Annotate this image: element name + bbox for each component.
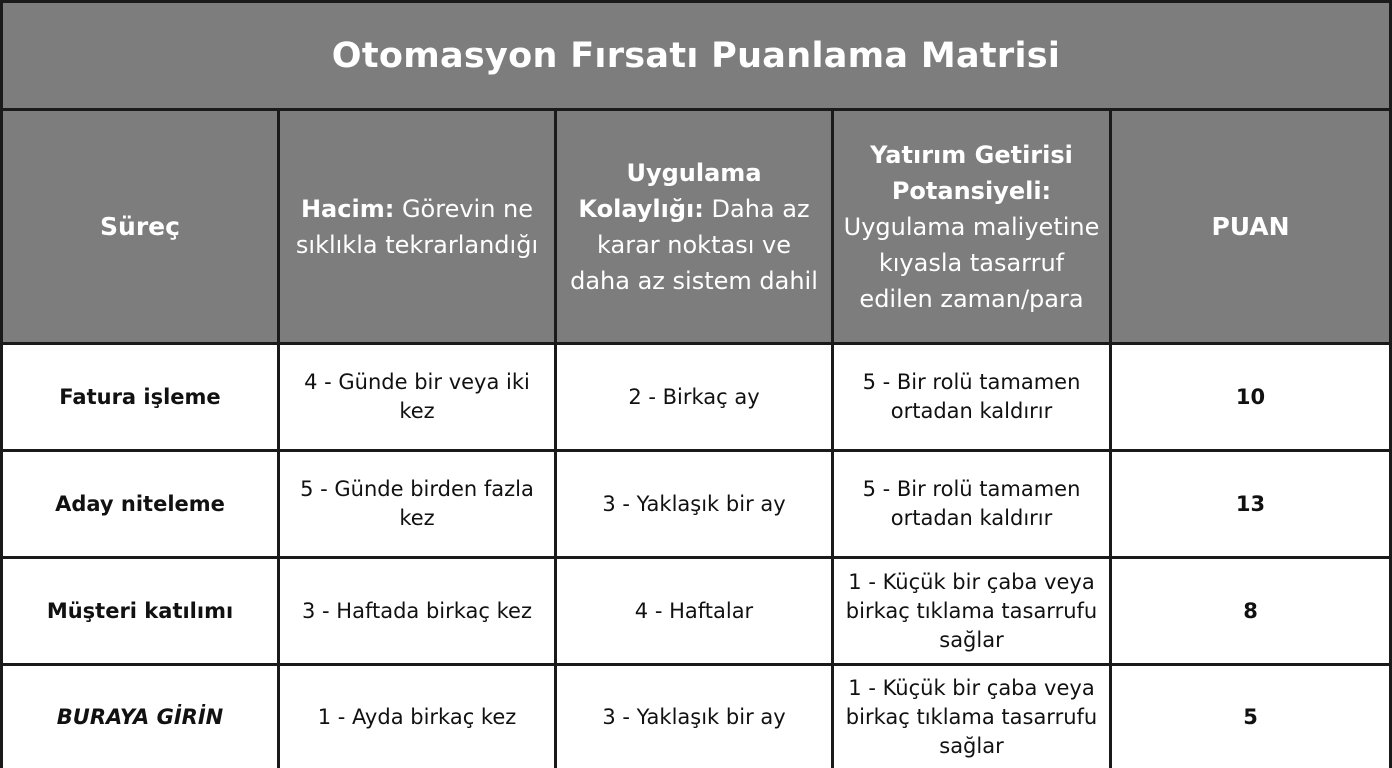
header-ease-text: Daha az karar noktası ve daha az sistem dahil (570, 194, 818, 295)
header-volume (280, 111, 557, 345)
row-3-ease (557, 559, 834, 666)
row-2-score (1112, 452, 1389, 559)
row-1-score-text: 10 (1235, 384, 1266, 409)
header-roi-text: Uygulama maliyetine kıyasla tasarruf edilen zaman/para (843, 212, 1100, 313)
row-2-score-text: 13 (1235, 491, 1266, 516)
row-3-process-text: Müşteri katılımı (46, 598, 234, 623)
header-roi-content (842, 137, 1101, 317)
row-4-ease-text: 3 - Yaklaşık bir ay (602, 704, 786, 729)
header-process-label: Süreç (100, 211, 180, 241)
row-3-roi (834, 559, 1112, 666)
row-2-process-text: Aday niteleme (55, 491, 225, 516)
row-3-process (3, 559, 280, 666)
row-4-score-text: 5 (1243, 704, 1258, 729)
row-3-volume-text: 3 - Haftada birkaç kez (302, 598, 532, 623)
row-4-score (1112, 666, 1389, 768)
row-4-volume-text: 1 - Ayda birkaç kez (317, 704, 517, 729)
row-1-volume (280, 345, 557, 452)
header-ease-bold: Uygulama Kolaylığı: (578, 158, 762, 223)
row-1-ease-text: 2 - Birkaç ay (628, 384, 760, 409)
row-4-ease (557, 666, 834, 768)
header-volume-content (288, 191, 546, 263)
matrix-table (3, 111, 1389, 768)
row-4-roi (834, 666, 1112, 768)
header-volume-text: Görevin ne sıklıkla tekrarlandığı (295, 194, 539, 259)
row-3-roi-text: 1 - Küçük bir çaba veya birkaç tıklama tasarrufu sağlar (845, 569, 1098, 652)
row-1-ease (557, 345, 834, 452)
title-bar (3, 3, 1389, 111)
row-2-roi (834, 452, 1112, 559)
row-1-roi-text: 5 - Bir rolü tamamen ortadan kaldırır (862, 370, 1081, 423)
row-4-process[interactable] (3, 666, 280, 768)
row-1-process-text: Fatura işleme (59, 384, 221, 409)
header-ease (557, 111, 834, 345)
row-4-roi-text: 1 - Küçük bir çaba veya birkaç tıklama tasarrufu sağlar (845, 675, 1098, 758)
page-title: Otomasyon Fırsatı Puanlama Matrisi (331, 35, 1061, 76)
row-1-process (3, 345, 280, 452)
row-3-ease-text: 4 - Haftalar (634, 598, 754, 623)
row-2-roi-text: 5 - Bir rolü tamamen ortadan kaldırır (862, 477, 1081, 530)
row-2-volume-text: 5 - Günde birden fazla kez (300, 477, 534, 530)
row-2-volume (280, 452, 557, 559)
row-4-process-text: BURAYA GİRİN (56, 704, 224, 729)
header-roi-bold: Yatırım Getirisi Potansiyeli: (870, 140, 1073, 205)
header-roi (834, 111, 1112, 345)
header-score (1112, 111, 1389, 345)
row-2-process (3, 452, 280, 559)
header-volume-bold: Hacim: (300, 194, 395, 223)
row-4-volume (280, 666, 557, 768)
row-1-volume-text: 4 - Günde bir veya iki kez (304, 370, 530, 423)
row-3-score (1112, 559, 1389, 666)
row-1-score (1112, 345, 1389, 452)
row-2-ease-text: 3 - Yaklaşık bir ay (602, 491, 786, 516)
row-3-volume (280, 559, 557, 666)
header-process (3, 111, 280, 345)
row-3-score-text: 8 (1243, 598, 1258, 623)
row-1-roi (834, 345, 1112, 452)
header-score-label: PUAN (1211, 211, 1290, 241)
header-ease-content (565, 155, 823, 299)
row-2-ease (557, 452, 834, 559)
